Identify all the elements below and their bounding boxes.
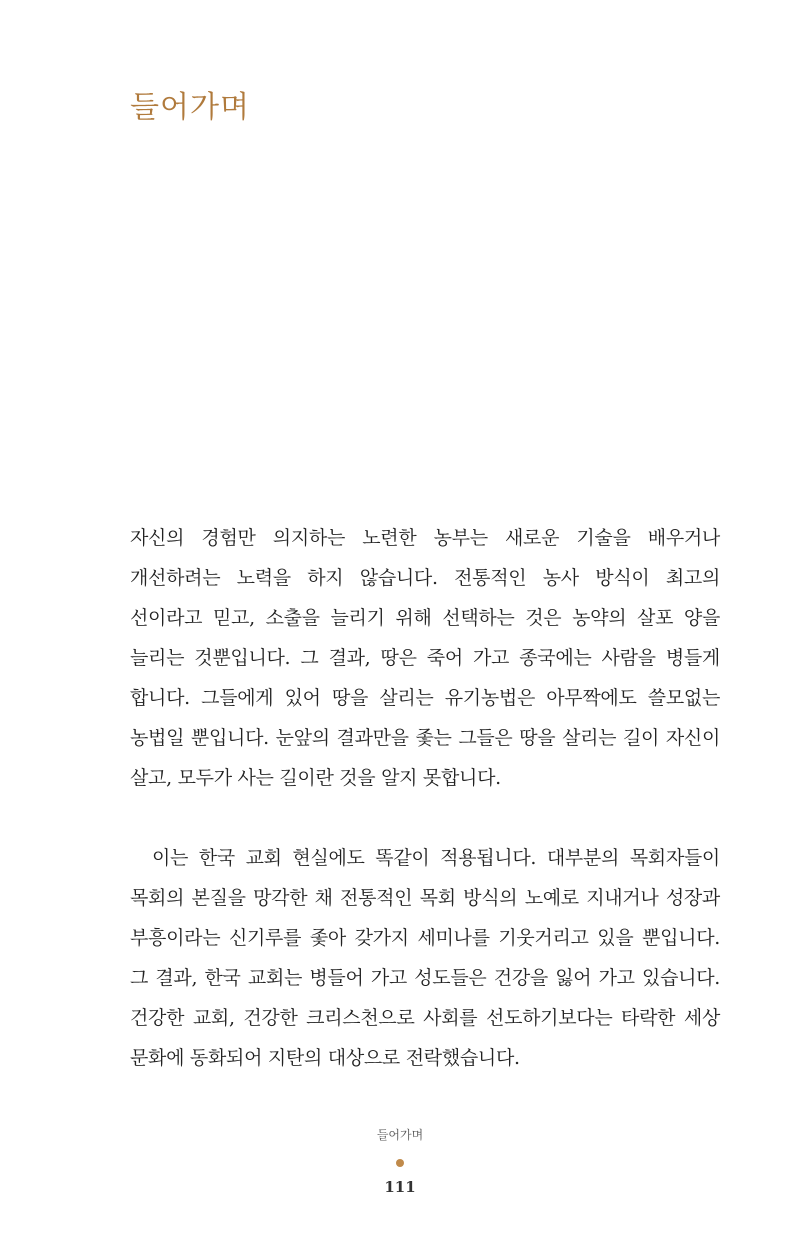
running-head: 들어가며 — [376, 1128, 424, 1142]
page-number: 111 — [384, 1178, 416, 1196]
paragraph-2: 이는 한국 교회 현실에도 똑같이 적용됩니다. 대부분의 목회자들이 목회의 본질을 망각한 채 전통적인 목회 방식의 노예로 지내거나 성장과 부흥이라는 신기루를 좇아 갖가지 세미나를 기웃거리고 있을 뿐입니다. 그 결과, 한국 교회는 병들어 가고 성도들은 건강을 잃어 가고 있습니다. 건강한 교회, 건강한 크리스천으로 사회를 선도하기보다는 타락한 세상 문화에 동화되어 지탄의 대상으로 전락했습니다. — [130, 847, 720, 1069]
folio-dot-icon — [396, 1159, 404, 1167]
paragraph-1: 자신의 경험만 의지하는 노련한 농부는 새로운 기술을 배우거나 개선하려는 노력을 하지 않습니다. 전통적인 농사 방식이 최고의 선이라고 믿고, 소출을 늘리기 위해 선택하는 것은 농약의 살포 양을 늘리는 것뿐입니다. 그 결과, 땅은 죽어 가고 종국에는 사람을 병들게 합니다. 그들에게 있어 땅을 살리는 유기농법은 아무짝에도 쓸모없는 농법일 뿐입니다. 눈앞의 결과만을 좇는 그들은 땅을 살리는 길이 자신이 살고, 모두가 사는 길이란 것을 알지 못합니다. — [130, 527, 720, 789]
body-text — [130, 518, 720, 1078]
page-footer — [0, 1125, 800, 1197]
chapter-title: 들어가며 — [130, 90, 250, 125]
